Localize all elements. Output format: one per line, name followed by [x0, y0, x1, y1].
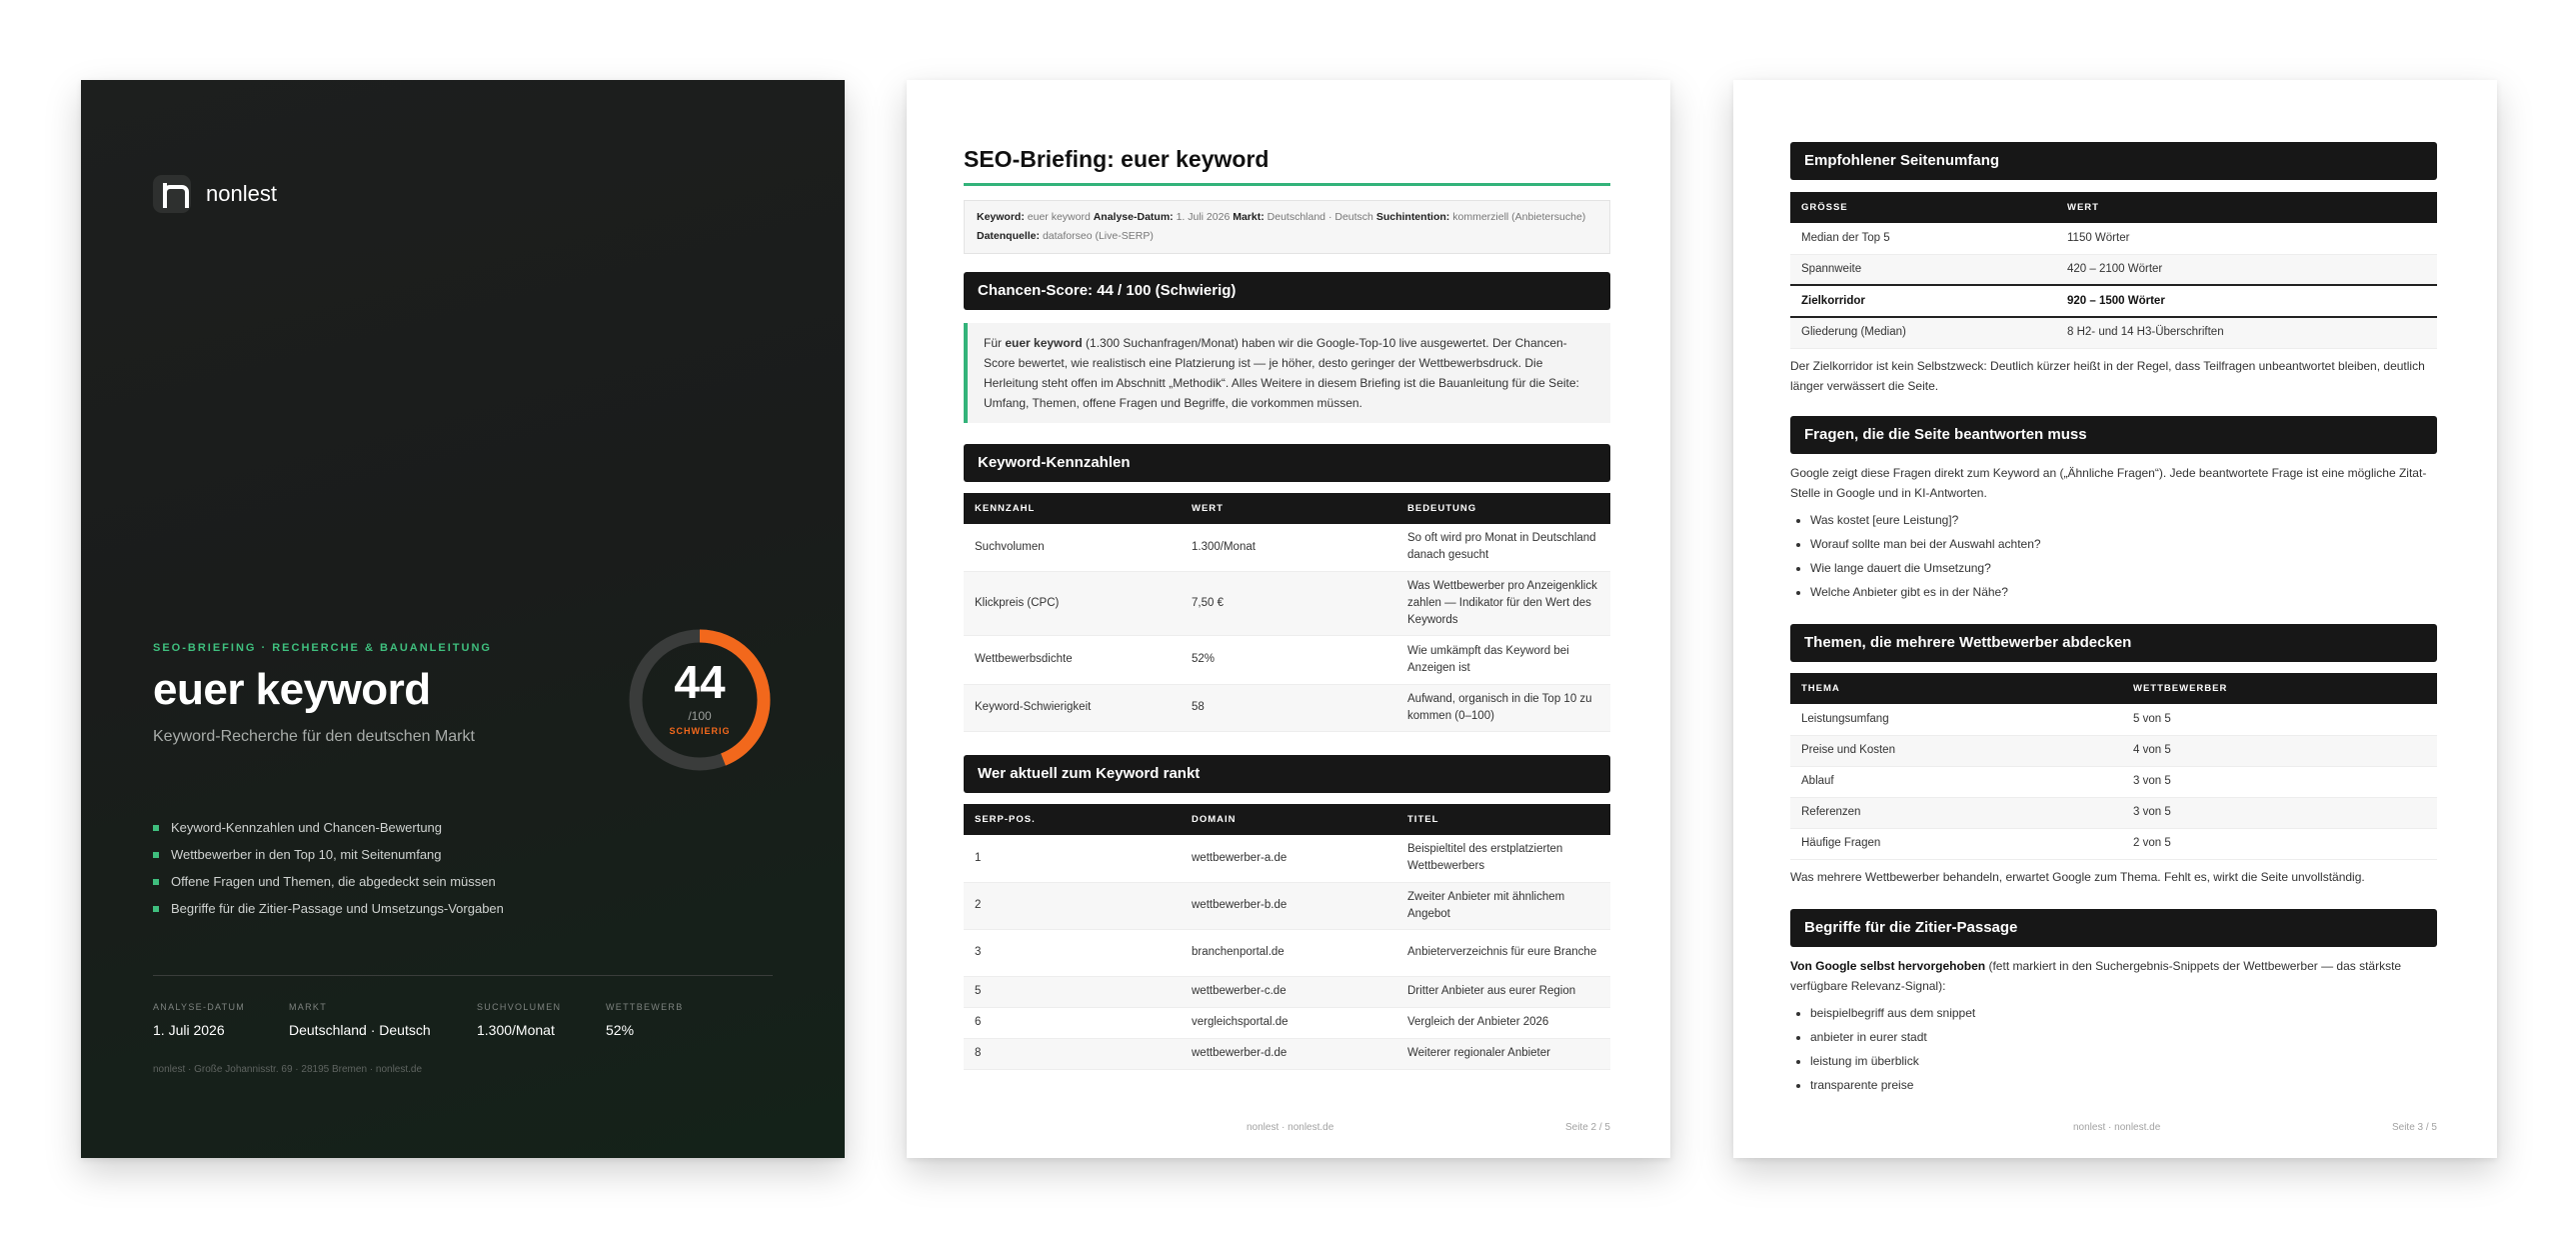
meta-label: Suchintention:: [1375, 211, 1450, 223]
meta-value: kommerziell (Anbietersuche): [1452, 211, 1586, 223]
cover-subtitle: Keyword-Recherche für den deutschen Markt: [153, 728, 475, 745]
meta-value: Deutschland · Deutsch: [1267, 211, 1373, 223]
meta-key: SUCHVOLUMEN: [477, 1002, 562, 1012]
table-row: [1790, 704, 2437, 735]
table-cell: Aufwand, organisch in die Top 10 zu kommen (0–100): [1396, 684, 1610, 731]
meta-label: Markt:: [1233, 211, 1265, 223]
briefing-page-2: [907, 80, 1670, 1158]
kennzahlen-table: [964, 493, 1610, 732]
table-cell: 8: [964, 1038, 1181, 1069]
cover-title: euer keyword: [153, 665, 431, 714]
column-header: THEMA: [1790, 673, 2122, 704]
table-cell: Median der Top 5: [1790, 223, 2056, 254]
bullet-square-icon: [153, 879, 159, 885]
table-cell: Keyword-Schwierigkeit: [964, 684, 1181, 731]
table-row: [964, 684, 1610, 731]
cover-bullet-list: [153, 820, 504, 928]
list-item: • transparente preise: [1810, 1077, 2430, 1094]
column-header: DOMAIN: [1181, 804, 1396, 835]
section-heading-ranking: Wer aktuell zum Keyword rankt: [964, 755, 1610, 793]
table-row: [964, 635, 1610, 684]
table-row: [964, 524, 1610, 571]
table-cell: 52%: [1181, 635, 1396, 684]
table-cell: 3: [964, 929, 1181, 976]
themen-table: [1790, 673, 2437, 860]
section-heading-themen: Themen, die mehrere Wettbewerber abdecken: [1790, 624, 2437, 662]
brand-logo: [153, 175, 277, 213]
table-row: [964, 1007, 1610, 1038]
table-cell: Anbieterverzeichnis für eure Branche: [1396, 929, 1610, 976]
fragen-intro: Google zeigt diese Fragen direkt zum Keyword an („Ähnliche Fragen“). Jede beantwortete Frage ist eine mögliche Zitat-Stelle in Google und in KI-Antworten.: [1790, 466, 2427, 500]
table-header-row: [1790, 192, 2437, 223]
table-header-row: [964, 493, 1610, 524]
cover-eyebrow: SEO-BRIEFING · RECHERCHE & BAUANLEITUNG: [153, 642, 492, 654]
column-header: GRÖSSE: [1790, 192, 2056, 223]
page-footer-center: nonlest · nonlest.de: [1247, 1122, 1334, 1133]
table-cell: 4 von 5: [2122, 735, 2437, 766]
table-cell: Wie umkämpft das Keyword bei Anzeigen ist: [1396, 635, 1610, 684]
column-header: SERP-POS.: [964, 804, 1181, 835]
table-cell: wettbewerber-c.de: [1181, 976, 1396, 1007]
table-cell: 5: [964, 976, 1181, 1007]
meta-wettbewerb: [606, 1002, 684, 1038]
meta-value: 52%: [606, 1022, 635, 1038]
table-cell: 1.300/Monat: [1181, 524, 1396, 571]
meta-key: WETTBEWERB: [606, 1002, 684, 1012]
briefing-page-3: [1733, 80, 2497, 1158]
list-item: • beispielbegriff aus dem snippet: [1810, 1005, 2430, 1022]
cover-bullet-text: Offene Fragen und Themen, die abgedeckt sein müssen: [171, 874, 496, 889]
table-cell: 920 – 1500 Wörter: [2056, 285, 2437, 317]
cover-bullet: [153, 874, 504, 889]
meta-value: 1. Juli 2026: [1176, 211, 1231, 223]
table-cell: 2 von 5: [2122, 828, 2437, 859]
table-cell: 5 von 5: [2122, 704, 2437, 735]
cover-bullet-text: Keyword-Kennzahlen und Chancen-Bewertung: [171, 820, 443, 835]
table-row: [1790, 223, 2437, 254]
list-item: • anbieter in eurer stadt: [1810, 1029, 2430, 1046]
cover-bullet-text: Begriffe für die Zitier-Passage und Umsetzungs-Vorgaben: [171, 901, 504, 916]
brand-n-icon: [153, 175, 191, 213]
table-row: [1790, 317, 2437, 348]
brand-name: nonlest: [206, 181, 277, 206]
callout-text: (1.300 Suchanfragen/Monat) haben wir die Google-Top-10 live ausgewertet. Der Chancen-Score bewertet, wie realistisch eine Platzierung ist — je höher, desto geringer der Wettbewerbsdruck. Die Herleitung steht offen im Abschnitt „Methodik“. Alles Weitere in diesem Briefing ist die Bauanleitung für die Seite: Umfang, Themen, offene Fragen und Begriffe, die vorkommen müssen.: [984, 336, 1579, 410]
table-cell: Zielkorridor: [1790, 285, 2056, 317]
table-cell: wettbewerber-a.de: [1181, 835, 1396, 882]
table-cell: Leistungsumfang: [1790, 704, 2122, 735]
meta-box: [964, 200, 1610, 254]
table-header-row: [964, 804, 1610, 835]
table-cell: Was Wettbewerber pro Anzeigenklick zahlen — Indikator für den Wert des Keywords: [1396, 571, 1610, 635]
column-header: WERT: [1181, 493, 1396, 524]
meta-value: 1. Juli 2026: [153, 1022, 225, 1038]
table-cell: 420 – 2100 Wörter: [2056, 254, 2437, 285]
cover-bullet-text: Wettbewerber in den Top 10, mit Seitenumfang: [171, 847, 442, 862]
table-row: [1790, 735, 2437, 766]
meta-value: Deutschland · Deutsch: [289, 1022, 431, 1038]
table-cell: So oft wird pro Monat in Deutschland danach gesucht: [1396, 524, 1610, 571]
cover-bullet: [153, 847, 504, 862]
table-cell: vergleichsportal.de: [1181, 1007, 1396, 1038]
table-row-highlight: [1790, 285, 2437, 317]
page-number: Seite 3 / 5: [2391, 1122, 2437, 1133]
intro-callout: [964, 323, 1610, 423]
fragen-list: [1810, 512, 2430, 608]
meta-label: Keyword:: [977, 211, 1025, 223]
page-number: Seite 2 / 5: [1564, 1122, 1610, 1133]
begriffe-list: [1810, 1005, 2430, 1101]
section-heading-score: Chancen-Score: 44 / 100 (Schwierig): [964, 272, 1610, 310]
table-cell: Zweiter Anbieter mit ähnlichem Angebot: [1396, 882, 1610, 929]
list-item: • Welche Anbieter gibt es in der Nähe?: [1810, 584, 2430, 601]
page-footer-center: nonlest · nonlest.de: [2073, 1122, 2161, 1133]
table-row: [964, 835, 1610, 882]
table-cell: Dritter Anbieter aus eurer Region: [1396, 976, 1610, 1007]
section-heading-kennzahlen: Keyword-Kennzahlen: [964, 444, 1610, 482]
score-value: 44: [674, 656, 726, 708]
score-label: SCHWIERIG: [669, 726, 731, 736]
bullet-square-icon: [153, 906, 159, 912]
meta-label: Analyse-Datum:: [1093, 211, 1174, 223]
meta-markt: [289, 1002, 431, 1038]
column-header: WERT: [2056, 192, 2437, 223]
table-row: [1790, 254, 2437, 285]
table-header-row: [1790, 673, 2437, 704]
table-cell: 58: [1181, 684, 1396, 731]
table-cell: wettbewerber-b.de: [1181, 882, 1396, 929]
section-heading-begriffe: Begriffe für die Zitier-Passage: [1790, 909, 2437, 947]
cover-divider: [153, 975, 773, 976]
cover-bullet: [153, 820, 504, 835]
ranking-table: [964, 804, 1610, 1070]
meta-value: euer keyword: [1027, 211, 1091, 223]
table-cell: 3 von 5: [2122, 766, 2437, 797]
column-header: WETTBEWERBER: [2122, 673, 2437, 704]
table-cell: Referenzen: [1790, 797, 2122, 828]
meta-key: ANALYSE-DATUM: [153, 1002, 246, 1012]
table-cell: Preise und Kosten: [1790, 735, 2122, 766]
column-header: BEDEUTUNG: [1396, 493, 1610, 524]
table-row: [964, 1038, 1610, 1069]
cover-page: [81, 80, 845, 1158]
table-cell: Spannweite: [1790, 254, 2056, 285]
meta-value: dataforseo (Live-SERP): [1042, 230, 1154, 242]
umfang-note: Der Zielkorridor ist kein Selbstzweck: Deutlich kürzer heißt in der Regel, dass Teilfragen unbeantwortet bleiben, deutlich länger verwässert die Seite.: [1790, 359, 2425, 393]
bullet-square-icon: [153, 852, 159, 858]
table-cell: Häufige Fragen: [1790, 828, 2122, 859]
table-cell: wettbewerber-d.de: [1181, 1038, 1396, 1069]
table-row: [1790, 828, 2437, 859]
meta-analyse-datum: [153, 1002, 245, 1038]
section-heading-umfang: Empfohlener Seitenumfang: [1790, 142, 2437, 180]
table-cell: branchenportal.de: [1181, 929, 1396, 976]
callout-text: Für: [984, 336, 1006, 350]
meta-key: MARKT: [289, 1002, 327, 1012]
table-row: [964, 929, 1610, 976]
table-cell: 2: [964, 882, 1181, 929]
score-max: /100: [688, 709, 712, 723]
begriffe-intro: [1790, 956, 2437, 996]
table-cell: Ablauf: [1790, 766, 2122, 797]
bullet-square-icon: [153, 825, 159, 831]
table-cell: 7,50 €: [1181, 571, 1396, 635]
meta-value: 1.300/Monat: [477, 1022, 555, 1038]
cover-bullet: [153, 901, 504, 916]
table-row: [964, 976, 1610, 1007]
meta-label: Datenquelle:: [977, 230, 1041, 242]
begriffe-intro-bold: Von Google selbst hervorgehoben: [1790, 959, 1986, 973]
table-row: [1790, 766, 2437, 797]
title-underline: [964, 183, 1610, 186]
list-item: • Was kostet [eure Leistung]?: [1810, 512, 2430, 529]
list-item: • Worauf sollte man bei der Auswahl achten?: [1810, 536, 2430, 553]
table-cell: 1150 Wörter: [2056, 223, 2437, 254]
themen-note: Was mehrere Wettbewerber behandeln, erwartet Google zum Thema. Fehlt es, wirkt die Seite unvollständig.: [1790, 870, 2365, 884]
column-header: KENNZAHL: [964, 493, 1181, 524]
table-cell: Gliederung (Median): [1790, 317, 2056, 348]
table-cell: Weiterer regionaler Anbieter: [1396, 1038, 1610, 1069]
table-cell: Wettbewerbsdichte: [964, 635, 1181, 684]
score-gauge: [627, 627, 773, 773]
cover-footer: nonlest · Große Johannisstr. 69 · 28195 Bremen · nonlest.de: [153, 1064, 423, 1075]
table-row: [964, 571, 1610, 635]
list-item: • leistung im überblick: [1810, 1053, 2430, 1070]
list-item: • Wie lange dauert die Umsetzung?: [1810, 560, 2430, 577]
table-cell: 6: [964, 1007, 1181, 1038]
table-cell: Suchvolumen: [964, 524, 1181, 571]
table-cell: 8 H2- und 14 H3-Überschriften: [2056, 317, 2437, 348]
umfang-table: [1790, 192, 2437, 349]
table-row: [1790, 797, 2437, 828]
table-cell: Vergleich der Anbieter 2026: [1396, 1007, 1610, 1038]
meta-suchvolumen: [477, 1002, 561, 1038]
section-heading-fragen: Fragen, die die Seite beantworten muss: [1790, 416, 2437, 454]
table-row: [964, 882, 1610, 929]
page-title: SEO-Briefing: euer keyword: [964, 146, 1270, 172]
column-header: TITEL: [1396, 804, 1610, 835]
begriffe-intro-text: (fett markiert in den Suchergebnis-Snippets der Wettbewerber — das stärkste verfügbare Relevanz-Signal):: [1790, 959, 2402, 993]
table-cell: 3 von 5: [2122, 797, 2437, 828]
table-cell: 1: [964, 835, 1181, 882]
table-cell: Beispieltitel des erstplatzierten Wettbewerbers: [1396, 835, 1610, 882]
table-cell: Klickpreis (CPC): [964, 571, 1181, 635]
callout-keyword: euer keyword: [1005, 336, 1083, 350]
